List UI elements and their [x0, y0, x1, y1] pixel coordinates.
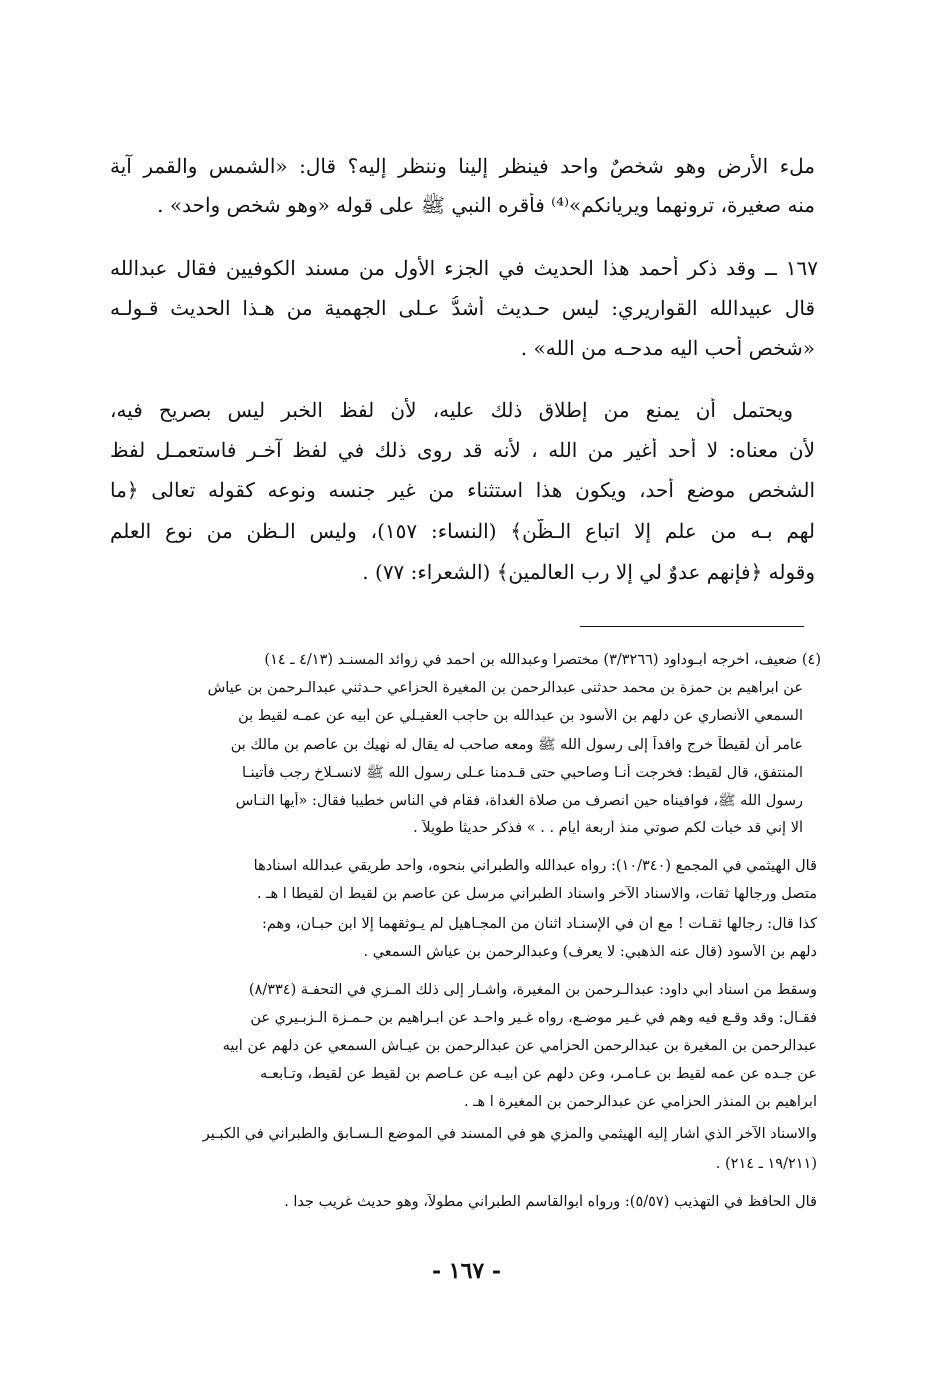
- footnote-line: (٤) ضعيف، أخرجه أبـوداود (٣/٣٢٦٦) مختصرا وعبدالله بن أحمد في زوائد المسنـد (٤/١٣ ـ ١٤): [264, 652, 821, 668]
- footnote-line: رسول الله ﷺ، فوافيناه حين انصرف من صلاة الغداة، فقام في الناس خطيبا فقال: «أيها النـاس: [235, 793, 803, 809]
- footnote-line: المنتفق، قال لقيط: فخرجت أنـا وصاحبي حتى قـدمنا عـلى رسول الله ﷺ لانسـلاخ رجب فأتينـا: [241, 765, 803, 781]
- body-line: الشخص موضع أحد، ويكون هذا استثناء من غير جنسه ونوعه كقوله تعالى ﴿ما: [110, 478, 815, 502]
- footnote-line: عن جـده عن عمه لقيط بن عـامـر، وعن دلهم عن أبيـه عن عـاصم بن لقيط عن لقيط، وتـابعـه: [260, 1066, 817, 1082]
- footnote-separator: [580, 626, 804, 627]
- footnote-line: عن ابراهيم بن حمزة بن محمد حدثنى عبدالرحمن بن المغيرة الحزاعي حـدثني عبدالـرحمن بن عياش: [207, 680, 803, 696]
- footnote-line: قال الحافظ في التهذيب (٥/٥٧): ورواه أبوالقاسم الطبراني مطولاً، وهو حديث غريب جدا .: [284, 1194, 817, 1210]
- footnote-line: عبدالرحمن بن المغيرة بن عبدالرحمن الحزامي عن عبدالرحمن بن عيـاش السمعي عن دلهم عن أبيه: [222, 1038, 817, 1054]
- footnote-line: السمعي الأنصاري عن دلهم بن الأسود بن عبدالله بن حاجب العقيـلي عن أبيه عن عمـه لقيط بن: [238, 708, 803, 724]
- page-number: - ١٦٧ -: [431, 1258, 502, 1284]
- body-line: قال عبيدالله القواريري: ليس حـديث أشدُّ عـلى الجهمية من هـذا الحديث قـولـه: [110, 296, 815, 320]
- body-line: وقوله ﴿فإنهم عدوٌ لي إلا رب العالمين﴾ (الشعراء: ٧٧) .: [362, 560, 815, 584]
- footnote-line: دلهم بن الأسود (قال عنه الذهبي: لا يعرف) وعبدالرحمن بن عياش السمعي .: [363, 944, 817, 960]
- footnote-line: ابراهيم بن المنذر الحزامي عن عبدالرحمن بن المغيرة ا هـ .: [464, 1094, 817, 1110]
- footnote-line: كذا قال: رجالها ثقـات ! مع أن في الإسنـاد اثنان من المجـاهيل لم يـوثقهما إلا ابن حبـان، وهم:: [262, 916, 817, 932]
- footnote-line: ألا إني قد خبأت لكم صوتي منذ أربعة أيام . . » فذكر حديثاً طويلاً .: [413, 820, 803, 836]
- footnote-line: (١٩/٢١١ ـ ٢١٤) .: [715, 1156, 817, 1172]
- body-line: منه صغيرة، ترونهما ويريانكم»⁽⁴⁾ فأقره النبي ﷺ على قوله «وهو شخص واحد» .: [157, 193, 815, 217]
- footnote-line: متصل ورجالها ثقات، والاسناد الآخر واسناد الطبراني مرسل عن عاصم بن لقيط أن لقيطا ا هـ .: [257, 886, 817, 902]
- body-line: ملء الأرض وهو شخصٌ واحد فينظر إلينا وننظر إليه؟ قال: «الشمس والقمر آية: [110, 154, 815, 178]
- body-line: ويحتمل أن يمنع من إطلاق ذلك عليه، لأن لفظ الخبر ليس بصريح فيه،: [110, 398, 793, 422]
- body-line: لأن معناه: لا أحد أغير من الله ، لأنه قد روى ذلك في لفظ آخـر فاستعمـل لفظ: [110, 438, 815, 462]
- footnote-line: عامر أن لقيطاً خرج وافداً إلى رسول الله ﷺ ومعه صاحب له يقال له نهيك بن عاصم بن مالك بن: [230, 737, 803, 753]
- body-line: «شخص أحب اليه مدحـه من الله» .: [520, 336, 815, 360]
- footnote-line: قال الهيثمي في المجمع (١٠/٣٤٠): رواه عبدالله والطبراني بنحوه، وأحد طريقي عبدالله اسنادها: [253, 858, 817, 874]
- footnote-line: وسقط من اسناد أبي داود: عبدالـرحمن بن المغيرة، وأشـار إلى ذلك المـزي في التحفـة (٨/٣٣٤): [248, 982, 817, 998]
- footnote-line: والاسناد الآخر الذي أشار إليه الهيثمي والمزي هو في المسند في الموضع الـسـابق والطبراني في الكبـير: [202, 1126, 817, 1142]
- body-line: ١٦٧ ــ وقد ذكر أحمد هذا الحديث في الجزء الأول من مسند الكوفيين فقال عبدالله: [110, 256, 818, 280]
- body-line: لهم بـه من علم إلا اتباع الـظّن﴾ (النساء: ١٥٧)، وليس الـظن من نوع العلم: [110, 519, 815, 543]
- footnote-line: فقـال: وقد وقـع فيه وهم في غـير موضـع، رواه غـير واحـد عن ابـراهيم بن حـمـزة الـزبـيري عن: [250, 1010, 817, 1026]
